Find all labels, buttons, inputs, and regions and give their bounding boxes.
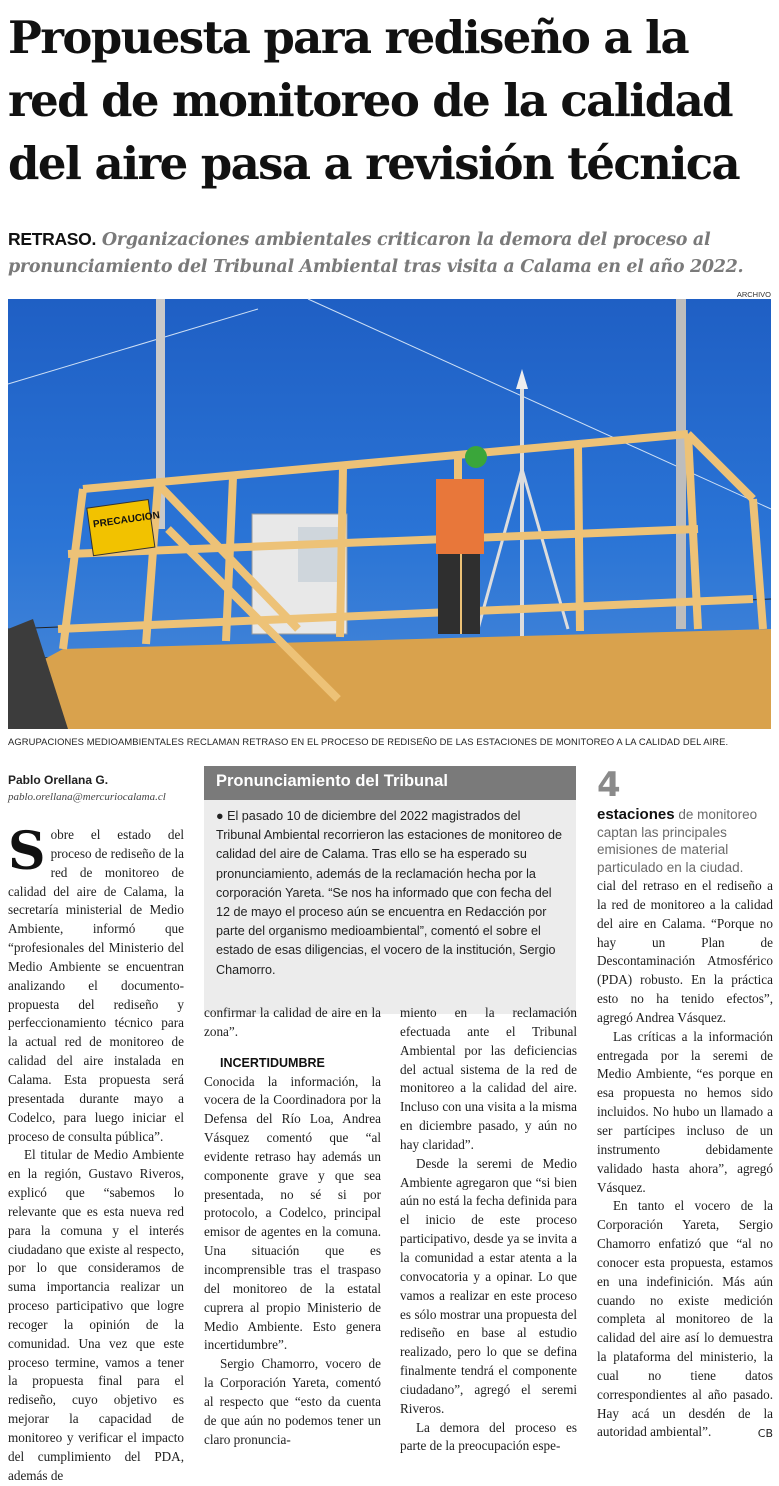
end-mark-icon: CB xyxy=(757,1427,773,1441)
caution-sign-text: PRECAUCION xyxy=(92,510,161,531)
headline: Propuesta para rediseño a la red de monitoreo de la calidad del aire pasa a revisión técnica xyxy=(8,11,740,190)
paragraph: confirmar la calidad de aire en la zona”. xyxy=(204,1005,381,1039)
lead-paragraph: Sobre el estado del proceso de rediseño de la red de monitoreo de calidad del aire de Calama, la secretaría ministerial de Medio Ambiente, informó que “profesionales del Ministerio del Medio Ambiente se encuentran analizando el documento-propuesta del rediseño y perfeccionamiento técnico para la actual red de monitoreo de calidad del aire instalada en Calama. Esta propuesta será presentada durante mayo a Codelco, para luego iniciar el proceso de consulta pública”. xyxy=(8,821,184,1144)
section-subhead: INCERTIDUMBRE xyxy=(220,1055,325,1070)
column-2 xyxy=(204,1004,381,1449)
sidebar-box xyxy=(204,766,576,1014)
photo-caption: AGRUPACIONES MEDIOAMBIENTALES RECLAMAN RETRASO EN EL PROCESO DE REDISEÑO DE LAS ESTACIONES DE MONITOREO A LA CALIDAD DEL AIRE. xyxy=(8,736,729,747)
drop-cap: S xyxy=(8,821,46,882)
fact-text: estaciones de monitoreo captan las principales emisiones de material particulado en la ciudad. xyxy=(597,806,758,875)
fact-box xyxy=(597,766,773,876)
paragraph: En tanto el vocero de la Corporación Yareta, Sergio Chamorro enfatizó que “al no conocer esta propuesta, estamos en una indefinición. Más aún cuando no existe medición completa al monitoreo de la calidad del aire así lo demuestra la plataforma del ministerio, la cual no tiene datos correspondientes al año pasado. Hay acá un desdén de la autoridad ambiental”. CB xyxy=(597,1197,773,1442)
column-3 xyxy=(400,1004,577,1456)
paragraph: Desde la seremi de Medio Ambiente agregaron que “si bien aún no está la fecha definida para el inicio de este proceso participativo, desde ya se invita a la comunidad a estar atenta a la convocatoria y a opinar. Lo que vamos a realizar en este proceso es sólo mostrar una propuesta del rediseño en base al estudio realizado, pero lo que se defina finalmente tendrá el componente ciudadano”, agregó el seremi Riveros. xyxy=(400,1155,577,1416)
author-email[interactable]: pablo.orellana@mercuriocalama.cl xyxy=(8,791,166,803)
paragraph: miento en la reclamación efectuada ante el Tribunal Ambiental por las deficiencias del actual sistema de la red de monitoreo a la calidad del aire. Incluso con una visita a la misma en diciembre pasado, y aún no hay claridad”. xyxy=(400,1005,577,1152)
photo-credit: ARCHIVO xyxy=(736,290,771,299)
paragraph: El titular de Medio Ambiente en la región, Gustavo Riveros, explicó que “sabemos lo relevante que es esta nueva red para la comuna y el interés ciudadano que existe al respecto, por lo que consideramos de suma importancia realizar un proceso participativo que logre recoger la opinión de la comunidad. Una vez que este proceso termine, vamos a tener la propuesta final para el rediseño, cuyo objetivo es mejorar la capacidad de monitoreo y verificar el impacto del cumplimiento del PDA, además de xyxy=(8,1147,184,1483)
fact-lead: estaciones xyxy=(597,806,675,823)
byline xyxy=(8,773,193,803)
author-name: Pablo Orellana G. xyxy=(8,773,109,787)
sidebar-body: ● El pasado 10 de diciembre del 2022 magistrados del Tribunal Ambiental recorrieron las estaciones de monitoreo de calidad del aire de Calama. Tras ello se ha esperado su pronunciamiento, además de la reclamación hecha por la corporación Yareta. “Se nos ha informado que con fecha del 12 de mayo el proceso aún se encuentra en Redacción por parte del organismo medioambiental”, comentó el sobre el estado de esas diligencias, el vocero de la institución, Sergio Chamorro. xyxy=(204,800,576,1014)
paragraph: La demora del proceso es parte de la preocupación espe- xyxy=(400,1419,577,1454)
bullet-icon: ● xyxy=(216,809,228,823)
paragraph: Sergio Chamorro, vocero de la Corporación Yareta, comentó al respecto que “esto da cuenta de que aún no podemos tener un claro pronuncia- xyxy=(204,1356,381,1447)
monitoring-station-illustration xyxy=(8,299,771,729)
paragraph: Conocida la información, la vocera de la Coordinadora por la Defensa del Río Loa, Andrea Vásquez comentó que “al evidente retraso hay además un componente grave y que sea presentada, no sé si por protocolo, a Codelco, principal emisor de agentes en la comuna. Una situación que es incomprensible tras el traspaso del monitoreo de la estatal cuprera al propio Ministerio de Medio Ambiente. Esto genera incertidumbre”. xyxy=(204,1073,381,1353)
column-4 xyxy=(597,877,773,1444)
fact-number: 4 xyxy=(597,765,621,805)
article-photo xyxy=(8,299,771,729)
sidebar-title: Pronunciamiento del Tribunal xyxy=(204,766,576,800)
paragraph: cial del retraso en el rediseño a la red de monitoreo a la calidad del aire en Calama. “Porque no hay un Plan de Descontaminación Atmosférico (PDA) robusto. En la práctica esto no ha tenido efectos”, agregó Andrea Vásquez. xyxy=(597,878,773,1025)
kicker: RETRASO. xyxy=(8,229,97,249)
deck xyxy=(8,226,773,281)
paragraph: Las críticas a la información entregada por la seremi de Medio Ambiente, “es porque en esa propuesta no hemos sido incluidos. No hubo un llamado a ser partícipes incluso de un instrumento debidamente validado hasta ahora”, agregó Vásquez. xyxy=(597,1028,773,1195)
deck-text: Organizaciones ambientales criticaron la demora del proceso al pronunciamiento del Tribunal Ambiental tras visita a Calama en el año 2022. xyxy=(8,230,744,277)
column-1 xyxy=(8,821,184,1486)
